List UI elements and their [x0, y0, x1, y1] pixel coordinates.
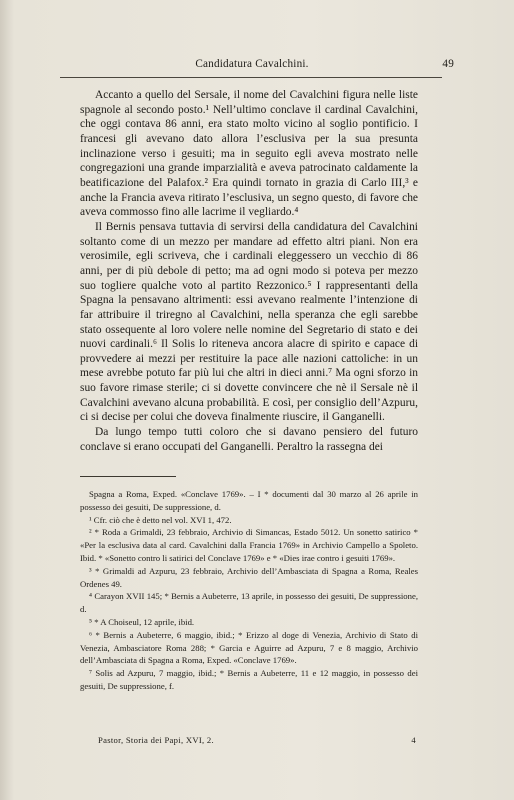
footnote: ² * Roda a Grimaldi, 23 febbraio, Archivio di Simancas, Estado 5012. Un sonetto satirico * «Per la esclusiva data al card. Cavalchini dalla Francia 1769» in Archivio Campello a Spoleto. Ibid. * «Sonetto contro li satirici del Conclave 1769» e * «Dies irae contro i gesuiti 1769».: [80, 527, 418, 563]
footnote: ⁷ Solis ad Azpuru, 7 maggio, ibid.; * Bernis a Aubeterre, 11 e 12 maggio, in possesso dei gesuiti, De suppressione, f.: [80, 668, 418, 691]
paragraph: Da lungo tempo tutti coloro che si davano pensiero del futuro conclave si erano occupati del Ganganelli. Peraltro la rassegna dei: [80, 426, 418, 453]
footnote: Spagna a Roma, Exped. «Conclave 1769». – I * documenti dal 30 marzo al 26 aprile in possesso dei gesuiti, De suppressione, d.: [80, 489, 418, 512]
footnote: ³ * Grimaldi ad Azpuru, 23 febbraio, Archivio dell’Ambasciata di Spagna a Roma, Reales Ordenes 49.: [80, 565, 418, 589]
footnote: ⁴ Carayon XVII 145; * Bernis a Aubeterre, 13 aprile, in possesso dei gesuiti, De suppressione, d.: [80, 591, 418, 615]
footnotes: [80, 488, 418, 693]
running-header: [60, 58, 454, 74]
footnote: ⁵ * A Choiseul, 12 aprile, ibid.: [89, 616, 195, 627]
footnote-rule: [80, 476, 176, 477]
paragraph: Accanto a quello del Sersale, il nome del Cavalchini figura nelle liste spagnole al secondo posto.¹ Nell’ultimo conclave il cardinal Cavalchini, che oggi contava 86 anni, era stato molto vicino al soglio pontificio. I francesi gli avevano dato allora l’esclusiva per la sua presunta inclinazione verso i gesuiti; ma in seguito egli aveva mostrato nelle congregazioni una grande imparzialità e aveva patrocinato caldamente la beatificazione del Palafox.² Era quindi tornato in grazia di Carlo III,³ e anche la Francia aveva ritirato l’esclusiva, un segno questo, di favore che aveva commosso fino alle lacrime il vegliardo.⁴: [80, 89, 418, 219]
signature-mark: 4: [411, 735, 416, 745]
main-text: [80, 88, 418, 454]
header-rule: [60, 77, 442, 78]
page-number: 49: [442, 58, 454, 70]
paragraph: Il Bernis pensava tuttavia di servirsi della candidatura del Cavalchini soltanto come di un mezzo per mandare ad effetto altri piani. Non era verosimile, egli scriveva, che i cardinali eleggessero un vecchio di 86 anni, per di più debole di petto; ma ad ogni modo si poteva per mezzo suo togliere qualche voto al partito Rezzonico.⁵ I rappresentanti della Spagna la pensavano altrimenti: essi avevano realmente l’intenzione di far attribuire il triregno al Cavalchini, nella speranza che egli sarebbe stato ossequente al loro volere nelle nomine del Segretario di stato e dei nuovi cardinali.⁶ Il Solis lo riteneva ancora alacre di spirito e capace di provvedere ai mezzi per restituire la pace alle nazioni cattoliche: in un mese avrebbe potuto far più lui che altri in dieci anni.⁷ Ma ogni sforzo in suo favore rimase sterile; ci si dovette convincere che nè il Sersale nè il Cavalchini avevano alcuna probabilità. E così, per consiglio dell’Azpuru, ci si decise per colui che doveva finalmente riuscire, il Ganganelli.: [80, 220, 418, 424]
running-title: Candidatura Cavalchini.: [195, 58, 309, 70]
footnote: ⁶ * Bernis a Aubeterre, 6 maggio, ibid.; * Erizzo al doge di Venezia, Archivio di Stato di Venezia, Ambasciatore Roma 288; * Garcia e Aguirre ad Azpuru, 7 e 8 maggio, Archivio dell’Ambasciata di Spagna a Roma, Exped. «Conclave 1769».: [80, 629, 418, 666]
footnote: ¹ Cfr. ciò che è detto nel vol. XVI 1, 472.: [89, 514, 232, 525]
signature-title: Pastor, Storia dei Papi, XVI, 2.: [98, 735, 214, 745]
